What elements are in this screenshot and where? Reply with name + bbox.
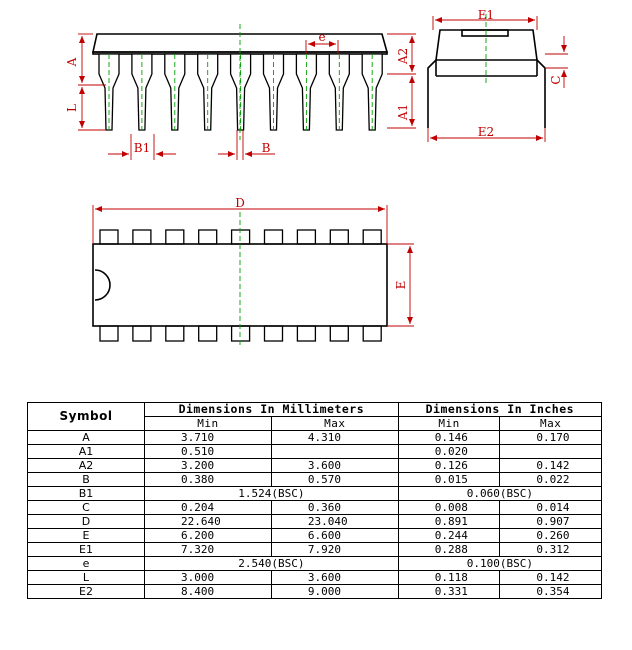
mm-header: Dimensions In Millimeters: [145, 403, 399, 417]
top-pin: [363, 230, 381, 244]
label-C: C: [549, 75, 563, 85]
label-E2: E2: [477, 125, 495, 139]
top-pin: [232, 230, 250, 244]
table-row: B1 1.524(BSC) 0.060(BSC): [28, 487, 602, 501]
bottom-pin: [199, 326, 217, 341]
mm-max-header: Max: [271, 417, 398, 431]
bottom-pin: [166, 326, 184, 341]
table-row: D 22.640 23.040 0.891 0.907: [28, 515, 602, 529]
in-min-header: Min: [398, 417, 500, 431]
label-D: D: [235, 196, 245, 210]
label-e: e: [318, 30, 326, 44]
table-row: A2 3.200 3.600 0.126 0.142: [28, 459, 602, 473]
side-right-lead: [537, 60, 545, 128]
mm-min-header: Min: [145, 417, 272, 431]
table-row: B 0.380 0.570 0.015 0.022: [28, 473, 602, 487]
bottom-pin: [330, 326, 348, 341]
side-left-lead: [428, 60, 436, 128]
top-pin: [297, 230, 315, 244]
bottom-pin: [133, 326, 151, 341]
front-pins: [99, 54, 382, 130]
table-row: A 3.710 4.310 0.146 0.170: [28, 431, 602, 445]
table-row: E2 8.400 9.000 0.331 0.354: [28, 585, 602, 599]
bottom-pin: [232, 326, 250, 341]
side-body-notch: [462, 30, 508, 36]
side-view: [428, 8, 568, 142]
table-row: E1 7.320 7.920 0.288 0.312: [28, 543, 602, 557]
label-A: A: [65, 57, 79, 67]
dimensions-table: [27, 402, 602, 599]
top-view: [93, 196, 414, 345]
top-pin: [199, 230, 217, 244]
table-row: C 0.204 0.360 0.008 0.014: [28, 501, 602, 515]
top-pin: [100, 230, 118, 244]
pin1-notch: [95, 270, 110, 300]
top-pins-upper: [100, 230, 381, 244]
label-E1: E1: [477, 8, 495, 22]
table-row: e 2.540(BSC) 0.100(BSC): [28, 557, 602, 571]
label-B: B: [261, 141, 271, 155]
front-view: [65, 24, 416, 160]
label-A2: A2: [396, 47, 410, 65]
bottom-pin: [297, 326, 315, 341]
top-pins-lower: [100, 326, 381, 341]
table-row: E 6.200 6.600 0.244 0.260: [28, 529, 602, 543]
label-A1: A1: [396, 103, 410, 121]
bottom-pin: [265, 326, 283, 341]
top-pin: [330, 230, 348, 244]
label-E: E: [394, 280, 408, 290]
label-L: L: [65, 104, 79, 112]
table-row: A1 0.510 0.020: [28, 445, 602, 459]
label-B1: B1: [133, 141, 151, 155]
top-pin: [265, 230, 283, 244]
table-row: L 3.000 3.600 0.118 0.142: [28, 571, 602, 585]
in-header: Dimensions In Inches: [398, 403, 601, 417]
bottom-pin: [100, 326, 118, 341]
top-pin: [166, 230, 184, 244]
bottom-pin: [363, 326, 381, 341]
in-max-header: Max: [500, 417, 602, 431]
top-pin: [133, 230, 151, 244]
side-body: [436, 30, 537, 60]
symbol-header: Symbol: [28, 403, 145, 431]
